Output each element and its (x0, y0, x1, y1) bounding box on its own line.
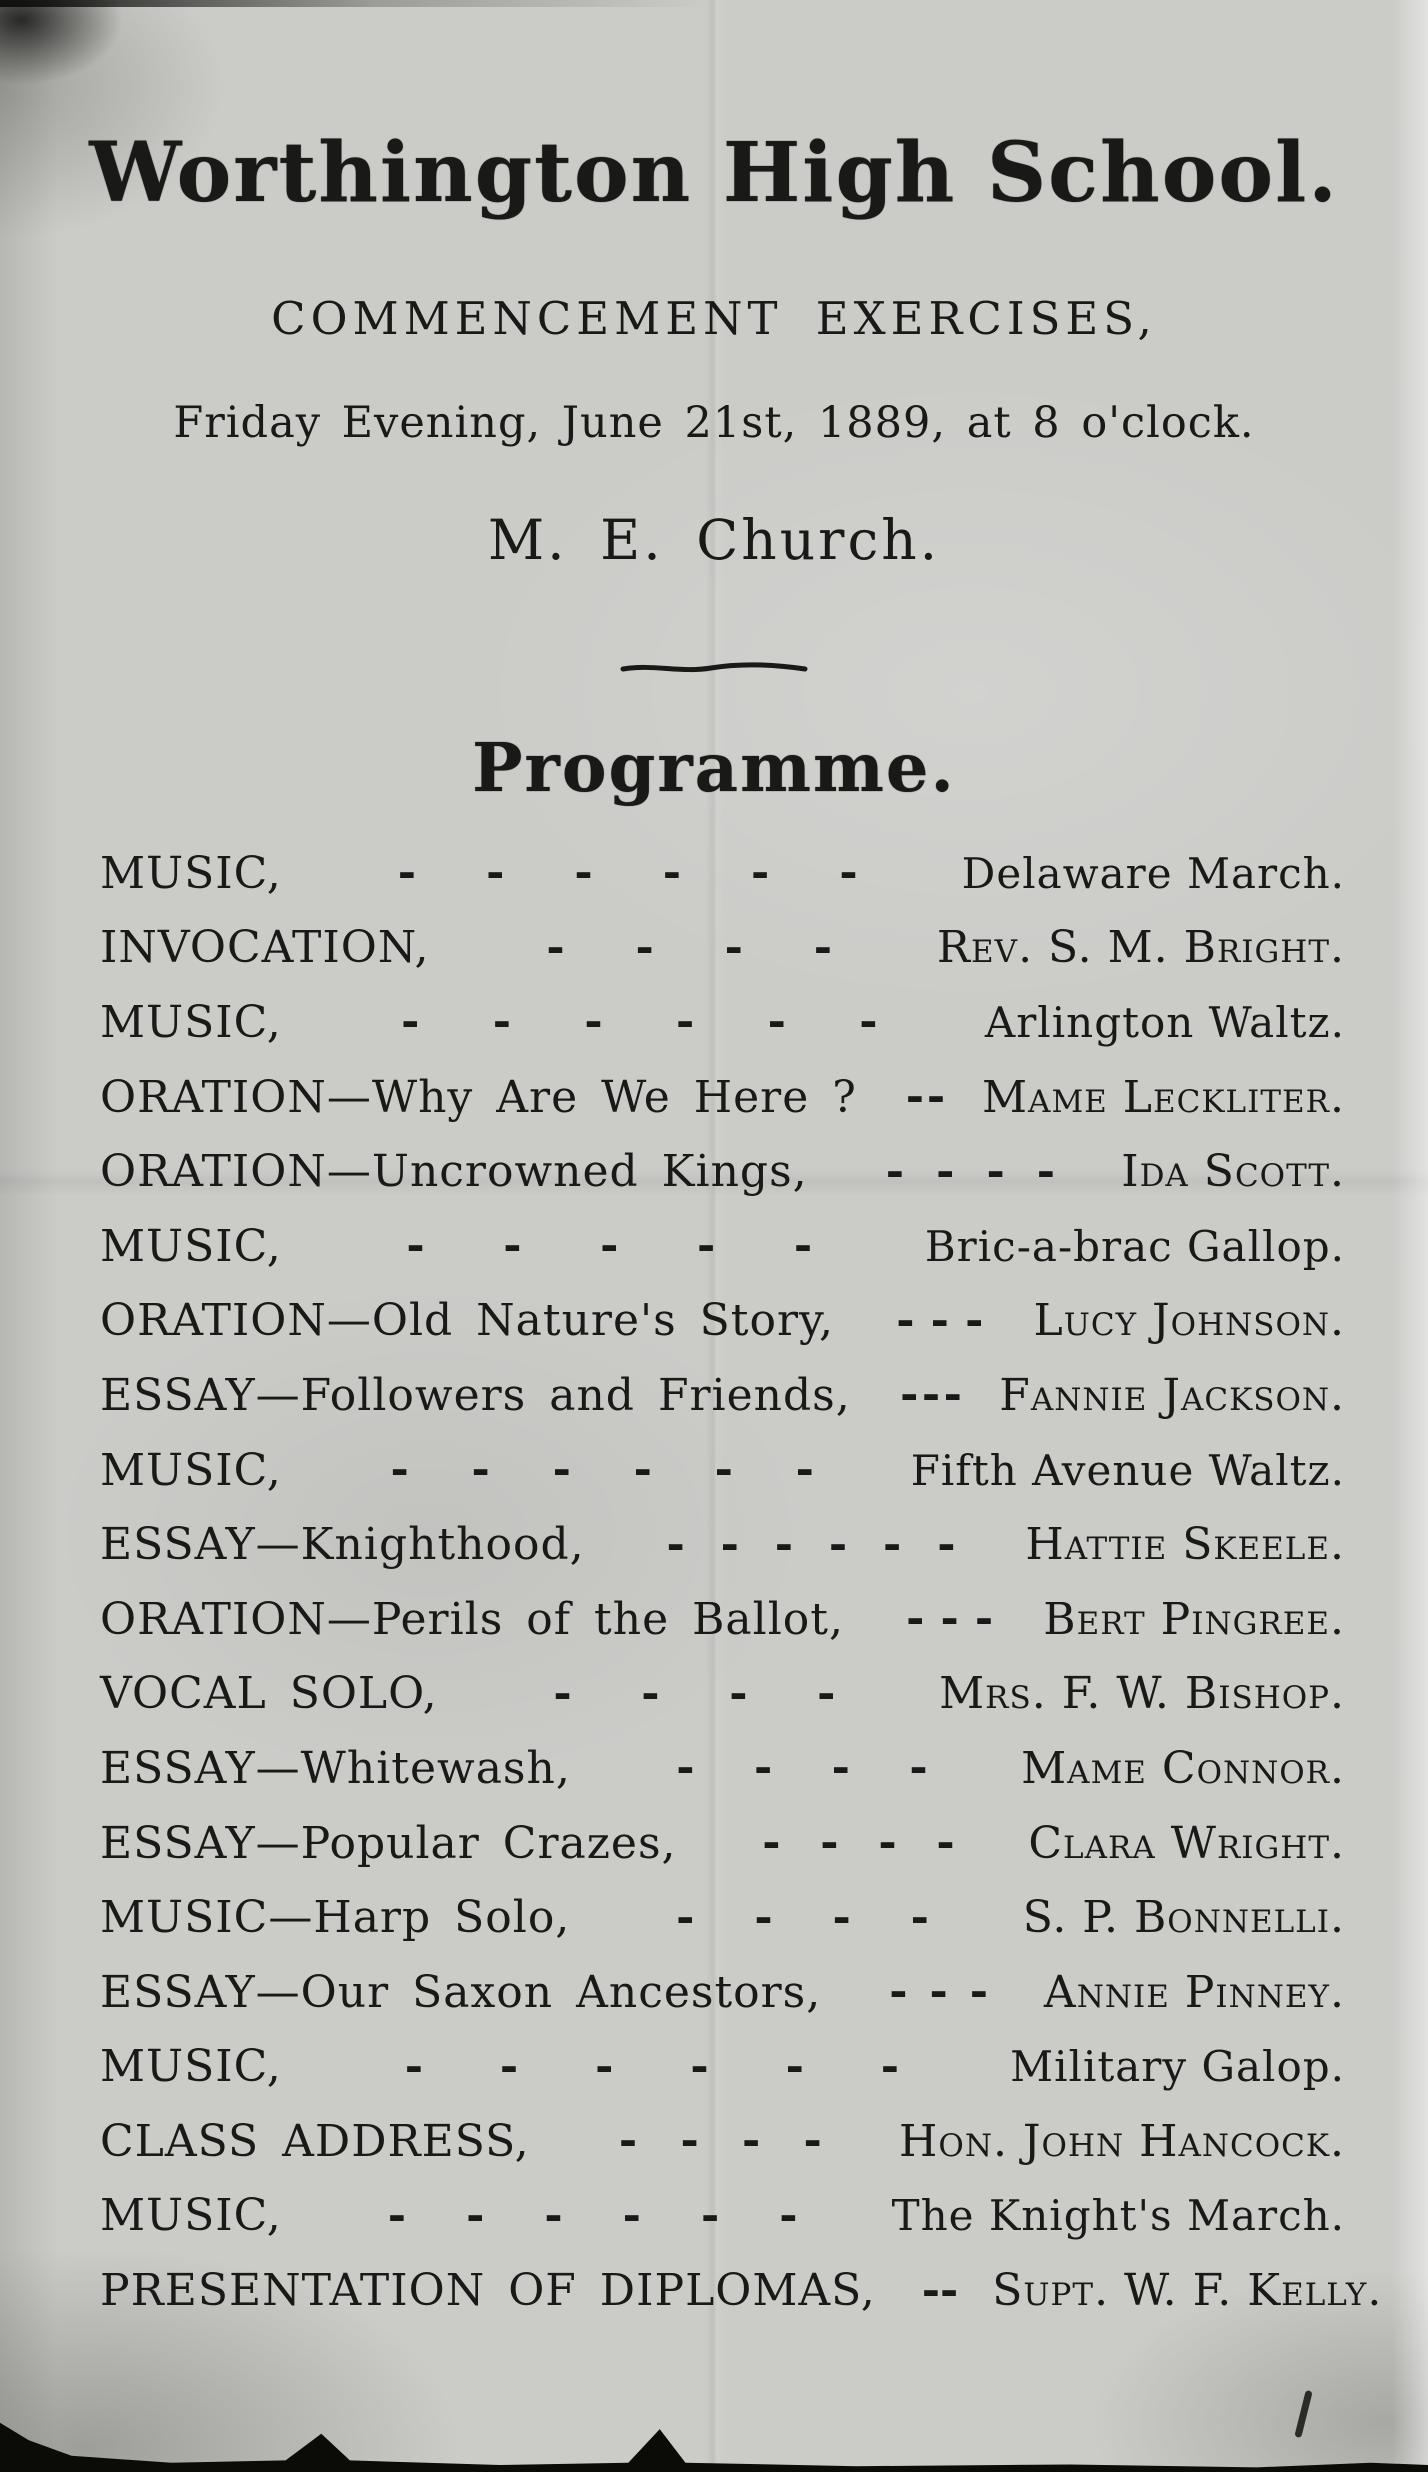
program-item-performer: Mrs. F. W. Bishop. (939, 1668, 1345, 1720)
dash: - (724, 921, 743, 973)
program-item (100, 1507, 1345, 1582)
program-item (100, 1134, 1345, 1209)
dash: - (600, 1220, 619, 1272)
program-item-performer: Hon. John Hancock. (899, 2115, 1345, 2167)
dash-leaders (851, 1369, 1000, 1421)
dash: - (969, 1966, 988, 2018)
dash: - (552, 1444, 571, 1496)
dash-leaders (429, 921, 936, 973)
program-item-performer: Fannie Jackson. (999, 1369, 1345, 1421)
dash: - (729, 1667, 748, 1719)
dash: - (900, 1369, 919, 1421)
program-item (100, 911, 1345, 986)
dash: - (940, 2264, 959, 2316)
program-item-label: MUSIC, (100, 996, 282, 1048)
dash: - (714, 1444, 733, 1496)
dash-leaders (844, 1593, 1043, 1645)
dash: - (390, 1444, 409, 1496)
dash: - (471, 1444, 490, 1496)
program-item-performer: Rev. S. M. Bright. (936, 922, 1345, 974)
program-item-performer: Hattie Skeele. (1025, 1519, 1345, 1571)
dash: - (885, 1145, 905, 1197)
dash: - (859, 996, 878, 1048)
program-item-label: ESSAY—Knighthood, (100, 1519, 585, 1571)
dash-leaders (282, 996, 985, 1048)
program-item-label: VOCAL SOLO, (100, 1668, 438, 1720)
dash: - (595, 2040, 614, 2092)
divider-rule (619, 660, 809, 676)
program-item (100, 1657, 1345, 1732)
program-item-performer: Ida Scott. (1121, 1146, 1345, 1198)
program-item (100, 1731, 1345, 1806)
program-item-label: ESSAY—Followers and Friends, (100, 1369, 851, 1421)
dash: - (690, 2040, 709, 2092)
dash: - (926, 1071, 946, 1123)
dash-leaders (570, 1891, 1022, 1943)
dash-leaders (571, 1742, 1021, 1794)
program-item-label: ORATION—Old Nature's Story, (100, 1295, 835, 1347)
dash-leaders (282, 1444, 911, 1496)
program-item (100, 1955, 1345, 2030)
dash: - (803, 2115, 822, 2167)
dash: - (880, 2040, 900, 2092)
program-item-label: MUSIC, (100, 2190, 282, 2242)
dash: - (774, 1518, 794, 1570)
dash: - (618, 2115, 638, 2167)
program-item (100, 1880, 1345, 1955)
dash: - (574, 847, 593, 899)
dash: - (696, 1220, 716, 1272)
dash: - (795, 1444, 814, 1496)
dash: - (1036, 1145, 1056, 1197)
dash: - (820, 1817, 839, 1869)
dash: - (936, 1817, 955, 1869)
dash-leaders (530, 2115, 899, 2167)
dash: - (466, 2189, 485, 2241)
dash: - (666, 1518, 685, 1570)
dash: - (544, 2189, 563, 2241)
program-item (100, 1358, 1345, 1433)
dash: - (779, 2189, 798, 2241)
event-title: COMMENCEMENT EXERCISES, (271, 292, 1157, 345)
dash: - (397, 847, 417, 899)
dash-leaders (282, 2040, 1010, 2092)
dash: - (406, 1220, 425, 1272)
dash: - (553, 1667, 572, 1719)
dash: - (633, 1444, 652, 1496)
dash-leaders (876, 2264, 993, 2316)
dash-leaders (585, 1518, 1026, 1570)
dash: - (909, 1742, 928, 1794)
program-item (100, 985, 1345, 1060)
program-item-label: MUSIC—Harp Solo, (100, 1892, 571, 1944)
dash: - (878, 1817, 897, 1869)
program-item-performer: S. P. Bonnelli. (1022, 1892, 1345, 1944)
dash: - (741, 2115, 761, 2167)
program-item (100, 2253, 1383, 2328)
dash: - (622, 2189, 641, 2241)
program-item-label: MUSIC, (100, 847, 282, 899)
dash: - (986, 1145, 1005, 1197)
dash: - (546, 921, 565, 973)
event-datetime: Friday Evening, June 21st, 1889, at 8 o'clock. (173, 398, 1255, 448)
program-item-performer: Arlington Waltz. (984, 997, 1345, 1047)
dash: - (751, 847, 770, 899)
dash: - (828, 1518, 848, 1570)
dash: - (700, 2189, 720, 2241)
dash: - (785, 2040, 804, 2092)
dash: - (832, 1891, 851, 1943)
program-item-label: MUSIC, (100, 1444, 282, 1496)
dash-leaders (677, 1817, 1029, 1869)
dash: - (404, 2040, 423, 2092)
dash: - (813, 921, 833, 973)
program-item-label: ORATION—Uncrowned Kings, (100, 1146, 808, 1198)
programme-heading: Programme. (472, 728, 956, 807)
dash-leaders (282, 2189, 892, 2241)
paper-tear-mark (1294, 2390, 1312, 2438)
dash: - (499, 2040, 519, 2092)
program-item-label: CLASS ADDRESS, (100, 2115, 530, 2167)
program-item (100, 1806, 1345, 1881)
program-item (100, 2030, 1345, 2105)
dash-leaders (821, 1966, 1044, 2018)
program-item (100, 2179, 1345, 2254)
dash: - (401, 996, 420, 1048)
venue-name: M. E. Church. (487, 508, 941, 572)
program-item (100, 1433, 1345, 1508)
program-item-performer: Fifth Avenue Waltz. (910, 1445, 1345, 1495)
dash: - (793, 1220, 813, 1272)
program-item (100, 1284, 1345, 1359)
dash: - (641, 1667, 660, 1719)
dash: - (753, 1742, 773, 1794)
dash: - (883, 1518, 902, 1570)
dash: - (676, 1891, 695, 1943)
paper-bottom-torn-edge (0, 2414, 1428, 2472)
dash-leaders (282, 847, 962, 899)
program-item-performer: Bric-a-brac Gallop. (924, 1221, 1345, 1271)
program-item (100, 2104, 1345, 2179)
dash: - (754, 1891, 773, 1943)
dash-leaders (834, 1294, 1033, 1346)
dash: - (896, 1294, 915, 1346)
program-item-performer: Clara Wright. (1028, 1817, 1345, 1869)
dash: - (486, 847, 505, 899)
dash-leaders (282, 1220, 925, 1272)
dash: - (974, 1593, 994, 1645)
program-item-performer: Lucy Johnson. (1033, 1295, 1345, 1347)
program-item-label: ESSAY—Popular Crazes, (100, 1817, 677, 1869)
dash: - (921, 1369, 941, 1421)
dash: - (910, 1891, 929, 1943)
program-item-performer: Mame Connor. (1021, 1742, 1345, 1794)
program-item-label: INVOCATION, (100, 922, 430, 974)
program-item-performer: Bert Pingree. (1043, 1593, 1345, 1645)
dash: - (929, 1966, 948, 2018)
program-item-label: PRESENTATION OF DIPLOMAS, (100, 2265, 876, 2317)
program-item-label: ORATION—Why Are We Here ? (100, 1071, 857, 1123)
dash: - (635, 921, 654, 973)
dash: - (680, 2115, 699, 2167)
dash: - (831, 1742, 850, 1794)
program-list (100, 836, 1383, 2328)
dash: - (720, 1518, 739, 1570)
program-item-label: ESSAY—Whitewash, (100, 1742, 571, 1794)
program-item-performer: The Knight's March. (891, 2191, 1345, 2241)
dash-leaders (438, 1667, 939, 1719)
program-item-performer: Mame Leckliter. (982, 1071, 1345, 1123)
dash-leaders (857, 1071, 982, 1123)
program-item-performer: Supt. W. F. Kelly. (992, 2265, 1383, 2317)
dash: - (387, 2189, 407, 2241)
dash: - (937, 1518, 956, 1570)
dash: - (839, 847, 858, 899)
dash: - (675, 996, 695, 1048)
program-item (100, 1209, 1345, 1284)
dash: - (584, 996, 603, 1048)
program-item (100, 1060, 1345, 1135)
program-item-performer: Annie Pinney. (1043, 1966, 1345, 2018)
dash: - (943, 1369, 962, 1421)
program-item-performer: Delaware March. (961, 848, 1345, 898)
dash: - (817, 1667, 836, 1719)
dash: - (676, 1742, 695, 1794)
program-item-label: MUSIC, (100, 2041, 282, 2093)
dash-leaders (808, 1145, 1122, 1197)
dash: - (940, 1593, 959, 1645)
dash: - (767, 996, 786, 1048)
dash: - (662, 847, 681, 899)
program-item-label: ORATION—Perils of the Ballot, (100, 1593, 844, 1645)
dash: - (492, 996, 511, 1048)
dash: - (889, 1966, 908, 2018)
dash: - (921, 2264, 941, 2316)
dash: - (936, 1145, 955, 1197)
paper-top-torn-edge (0, 0, 885, 7)
dash: - (762, 1817, 781, 1869)
program-item (100, 836, 1345, 911)
dash: - (906, 1593, 925, 1645)
program-item (100, 1582, 1345, 1657)
dash: - (905, 1071, 924, 1123)
school-name: Worthington High School. (89, 125, 1339, 221)
program-item-label: MUSIC, (100, 1220, 282, 1272)
dash: - (965, 1294, 984, 1346)
program-item-performer: Military Galop. (1010, 2042, 1345, 2092)
program-item-label: ESSAY—Our Saxon Ancestors, (100, 1966, 822, 2018)
dash: - (503, 1220, 522, 1272)
dash: - (930, 1294, 949, 1346)
